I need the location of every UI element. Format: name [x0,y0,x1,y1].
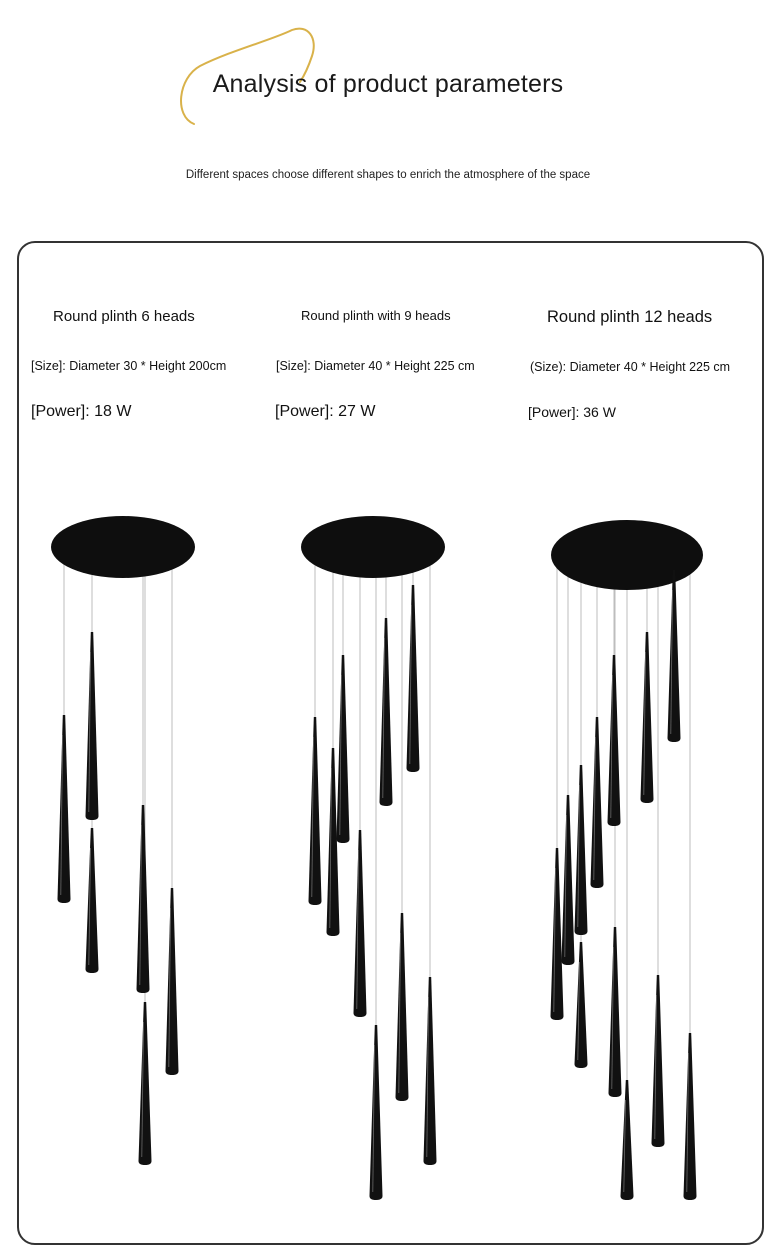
product-power: [Power]: 18 W [31,403,132,420]
cone-light-head [641,632,654,803]
cone-light-head [609,927,622,1097]
round-plinth [51,516,195,578]
chandelier-1 [51,516,195,1165]
cone-light-head [407,585,420,772]
chandelier-2 [301,516,445,1200]
cone-light-head [354,830,367,1017]
cone-light-head [575,765,588,935]
cone-light-head [327,748,340,936]
page-subtitle: Different spaces choose different shapes to enrich the atmosphere of the space [185,169,591,181]
product-name: Round plinth 12 heads [547,308,713,326]
cone-light-head [424,977,437,1165]
cone-light-head [309,717,322,905]
cone-light-head [58,715,71,903]
cone-light-head [684,1033,697,1200]
product-name: Round plinth with 9 heads [301,308,451,323]
cone-light-head [591,717,604,888]
cone-light-head [137,805,150,993]
product-size: [Size]: Diameter 30 * Height 200cm [31,359,227,373]
cone-light-head [166,888,179,1075]
cone-light-head [396,913,409,1101]
cone-light-head [139,1002,152,1165]
cone-light-head [621,1080,634,1200]
cone-light-head [575,942,588,1068]
cone-light-head [562,795,575,965]
product-size: (Size): Diameter 40 * Height 225 cm [530,360,731,374]
cone-light-head [668,570,681,742]
cone-light-head [652,975,665,1147]
cone-light-head [86,632,99,820]
cone-light-head [551,848,564,1020]
cone-light-head [86,828,99,973]
cone-light-head [380,618,393,806]
product-power: [Power]: 36 W [528,404,616,420]
chandelier-3 [551,520,704,1200]
round-plinth [301,516,445,578]
product-size: [Size]: Diameter 40 * Height 225 cm [276,359,475,373]
round-plinth [551,520,703,590]
cone-light-head [370,1025,383,1200]
cone-light-head [608,655,621,826]
page-title: Analysis of product parameters [212,70,564,98]
product-name: Round plinth 6 heads [53,308,195,325]
cone-light-head [337,655,350,843]
product-power: [Power]: 27 W [275,403,376,420]
